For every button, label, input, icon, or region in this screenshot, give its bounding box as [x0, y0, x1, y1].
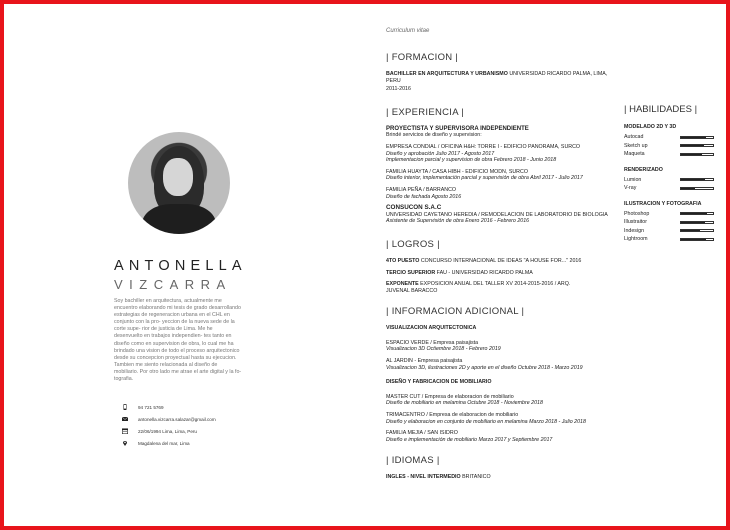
- skill-level-bar: [680, 221, 714, 224]
- logro-bold: TERCIO SUPERIOR: [386, 269, 436, 276]
- contact-email[interactable]: [122, 413, 244, 425]
- entry-line: TRIMACENTRO / Empresa de elaboracion de mobiliario: [386, 412, 519, 419]
- role-title: PROYECTISTA Y SUPERVISORA INDEPENDIENTE: [386, 125, 529, 132]
- skill-label: Autocad: [624, 134, 644, 141]
- skill-level-fill: [681, 154, 702, 155]
- skill-level-bar: [680, 238, 714, 241]
- language-bold: INGLES - NIVEL INTERMEDIO: [386, 474, 461, 481]
- skill-row: [624, 176, 714, 185]
- job-line: EMPRESA CONDIAL / OFICINA H&H: TORRE I - EDIFICIO PANORAMA, SURCO: [386, 143, 581, 150]
- skill-group-heading: ILUSTRACION Y FOTOGRAFIA: [624, 200, 702, 207]
- contact-birth: [122, 425, 244, 437]
- entry-line: Diseño de mobiliario en melamina Octubre 2018 - Noviembre 2018: [386, 400, 543, 407]
- section-formacion-title: | FORMACION |: [386, 52, 459, 63]
- section-habilidades-title: | HABILIDADES |: [624, 104, 698, 115]
- job-line: UNIVERSIDAD CAYETANO HEREDIA / REMODELACION DE LABORATORIO DE BIOLOGIA: [386, 211, 608, 218]
- job-line: FAMILIA HUAYTA / CASA HIBH - EDIFICIO MODN, SURCO: [386, 168, 528, 175]
- skill-level-bar: [680, 187, 714, 190]
- skill-label: V-ray: [624, 185, 637, 192]
- skill-level-bar: [680, 144, 714, 147]
- skill-level-bar: [680, 212, 714, 215]
- skill-row: [624, 210, 714, 219]
- logro-text: CONCURSO INTERNACIONAL DE IDEAS "A HOUSE FOR..." 2016: [419, 257, 582, 264]
- skill-row: [624, 218, 714, 227]
- skill-label: Photoshop: [624, 210, 650, 217]
- language-item: [386, 474, 616, 481]
- skill-label: Lightroom: [624, 236, 648, 243]
- job-line: Asistente de Supervisión de obra Enero 2016 - Febrero 2016: [386, 218, 530, 225]
- skill-level-fill: [681, 179, 705, 180]
- role-title: CONSUCON S.A.C: [386, 204, 442, 212]
- skill-group-heading: RENDERIZADO: [624, 166, 663, 173]
- entry-line: AL JARDIN - Empresa paisajista: [386, 358, 463, 365]
- section-adicional-title: | INFORMACION ADICIONAL |: [386, 306, 525, 318]
- subsection-heading: DISEÑO Y FABRICACION DE MOBILIARIO: [386, 379, 492, 386]
- job-line: Diseño y aprobación Julio 2017 - Agosto 2017: [386, 150, 495, 157]
- contact-text: Magdalena del mar, Lima: [138, 440, 190, 446]
- skill-row: [624, 184, 714, 193]
- skill-level-fill: [681, 230, 700, 231]
- skills-column: [624, 104, 714, 244]
- logro-item: [386, 258, 616, 265]
- entry-line: MASTER CUT / Empresa de elaboracion de mobiliario: [386, 393, 514, 400]
- degree: BACHILLER EN ARQUITECTURA Y URBANISMO: [386, 71, 508, 77]
- contact-text: 22/06/1994 Lima, Lima, Peru: [138, 428, 197, 434]
- location-icon: [122, 440, 128, 446]
- contact-text: 94 721 5769: [138, 404, 164, 410]
- section-idiomas-title: | IDIOMAS |: [386, 455, 440, 467]
- skill-level-fill: [681, 213, 707, 214]
- entry-line: Diseño e implementación de mobiliario Marzo 2017 y Septiembre 2017: [386, 436, 553, 443]
- skill-row: [624, 227, 714, 236]
- skill-level-fill: [681, 239, 706, 240]
- skill-level-bar: [680, 153, 714, 156]
- skills-list: [624, 124, 714, 244]
- logro-bold: EXPONENTE: [386, 281, 419, 288]
- section-logros-title: | LOGROS |: [386, 238, 440, 250]
- logro-item: [386, 270, 616, 277]
- entry-line: Visualizacion 3D, ilustraciones 2D y aporte en el diseño Octubre 2018 - Marzo 2019: [386, 364, 583, 371]
- skill-level-bar: [680, 136, 714, 139]
- formacion-entry: [386, 71, 616, 84]
- school: UNIVERSIDAD RICARDO PALMA, LIMA, PERU: [386, 71, 608, 84]
- logro-item: [386, 281, 571, 294]
- formacion-years: 2011-2016: [386, 86, 411, 93]
- skill-label: Lumion: [624, 176, 642, 183]
- skill-level-fill: [681, 188, 695, 189]
- skill-row: [624, 150, 714, 159]
- job-line: FAMILIA PEÑA / BARRANCO: [386, 186, 457, 193]
- last-name: VIZCARRA: [114, 277, 232, 292]
- job-line: Diseño interior, implementación parcial y supervisión de obra Abril 2017 - Julio 2017: [386, 175, 583, 182]
- contact-location: [122, 437, 244, 449]
- bio-text: Soy bachiller en arquitectura, actualmente me encuentro elaborando mi tesis de grado desarrollando estrategias de regeneracion urbana en el CHL en conjunto con la pro- yeccion de la nueva sede de la corte supe- rior de justicia de Lima. Me he desenvuelto en trabajos independien- tes tanto en diseño como en supervision de obra, lo cual me ha brindado una vision de todo el proceso arquitectonico desde su concepcion proyectual hasta su ejecucion. Tambien me siento relacionada al diseño de mobiliario. Por otro lado me atrae el arte digital y la fo- tografia.: [114, 298, 242, 383]
- entry-line: FAMILIA MEJIA / SAN ISIDRO: [386, 430, 458, 437]
- subsection-heading: VISUALIZACION ARQUITECTONICA: [386, 325, 477, 332]
- contact-list: [122, 401, 244, 449]
- contact-phone: [122, 401, 244, 413]
- skill-row: [624, 142, 714, 151]
- profile-photo: [128, 132, 230, 234]
- logro-bold: 4TO PUESTO: [386, 257, 420, 264]
- language-text: BRITANICO: [460, 474, 491, 481]
- skill-level-fill: [681, 145, 704, 146]
- skill-level-fill: [681, 222, 705, 223]
- phone-icon: [122, 404, 128, 410]
- skill-label: Sketch up: [624, 142, 648, 149]
- section-experiencia-title: | EXPERIENCIA |: [386, 106, 465, 118]
- profile-column: [114, 132, 247, 449]
- calendar-icon: [122, 428, 128, 434]
- entry-line: Diseño y elaboracion en conjunto de mobiliario en melamina Marzo 2018 - Julio 2018: [386, 418, 586, 425]
- skill-label: Illustraitor: [624, 219, 647, 226]
- role-description: Brindé servicios de diseño y supervision:: [386, 132, 482, 139]
- skill-row: [624, 133, 714, 142]
- contact-text: antonella.vizcarra.salazar@gmail.com: [138, 416, 216, 422]
- skill-level-bar: [680, 178, 714, 181]
- job-line: Implementacion parcial y supervision de obra Febrero 2018 - Junio 2018: [386, 157, 557, 164]
- skill-label: Indesign: [624, 227, 645, 234]
- main-column: [386, 28, 616, 481]
- first-name: ANTONELLA: [114, 258, 247, 274]
- entry-line: Visualizacion 3D Octiembre 2018 - Febrero 2019: [386, 346, 501, 353]
- logro-text: FAU - UNIVERSIDAD RICARDO PALMA: [435, 269, 533, 276]
- logro-text: EXPOSICION ANUAL DEL TALLER XV 2014-2015-2016 / ARQ. JUVENAL BARACCO: [386, 281, 571, 294]
- skill-row: [624, 235, 714, 244]
- entry-line: ESPACIO VERDE / Empresa paisajista: [386, 339, 479, 346]
- skill-group-heading: MODELADO 2D Y 3D: [624, 124, 677, 130]
- job-line: Diseño de fachada Agosto 2016: [386, 193, 462, 200]
- cv-title: Curriculum vitae: [386, 28, 430, 34]
- mail-icon: [122, 416, 128, 422]
- skill-level-bar: [680, 229, 714, 232]
- skill-label: Maqueta: [624, 151, 645, 158]
- skill-level-fill: [681, 137, 706, 138]
